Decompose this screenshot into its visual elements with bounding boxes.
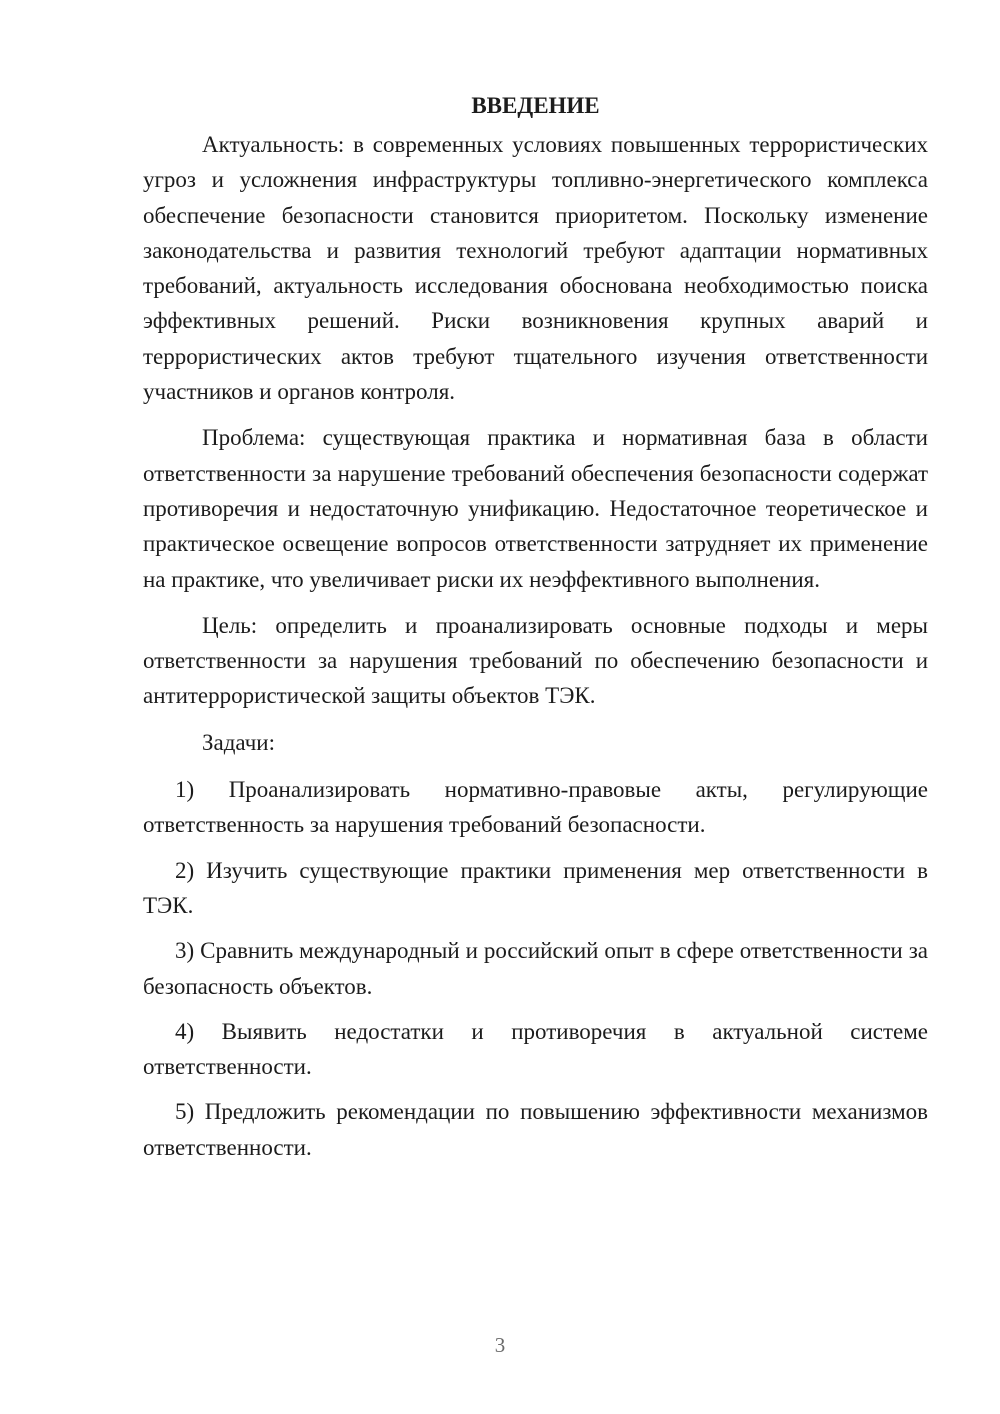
- task-item-3: 3) Сравнить международный и российский опыт в сфере ответственности за безопасность объектов.: [143, 938, 928, 999]
- task-item-4: 4) Выявить недостатки и противоречия в актуальной системе ответственности.: [143, 1018, 928, 1080]
- section-heading: ВВЕДЕНИЕ: [471, 93, 600, 118]
- paragraph-problem: Проблема: существующая практика и нормативная база в области ответственности за нарушение требований обеспечения безопасности содержат противоречия и недостаточную унификацию. Недостаточное теоретическое и практическое освещение вопросов ответственности затрудняет их применение на практике, что увеличивает риски их неэффективного выполнения.: [143, 425, 928, 592]
- tasks-label: Задачи:: [202, 729, 275, 755]
- task-item-2: 2) Изучить существующие практики применения мер ответственности в ТЭК.: [143, 857, 928, 918]
- page-number: 3: [494, 1333, 506, 1357]
- paragraph-goal: Цель: определить и проанализировать основные подходы и меры ответственности за нарушения требований по обеспечению безопасности и антитеррористической защиты объектов ТЭК.: [143, 612, 928, 709]
- page-content: [143, 88, 928, 1175]
- task-item-1: 1) Проанализировать нормативно-правовые акты, регулирующие ответственность за нарушения требований безопасности.: [143, 777, 928, 838]
- paragraph-relevance: Актуальность: в современных условиях повышенных террористических угроз и усложнения инфраструктуры топливно-энергетического комплекса обеспечение безопасности становится приоритетом. Поскольку изменение законодательства и развития технологий требуют адаптации нормативных требований, актуальность исследования обоснована необходимостью поиска эффективных решений. Риски возникновения крупных аварий и террористических актов требуют тщательного изучения ответственности участников и органов контроля.: [143, 132, 928, 405]
- task-item-5: 5) Предложить рекомендации по повышению эффективности механизмов ответственности.: [143, 1099, 928, 1160]
